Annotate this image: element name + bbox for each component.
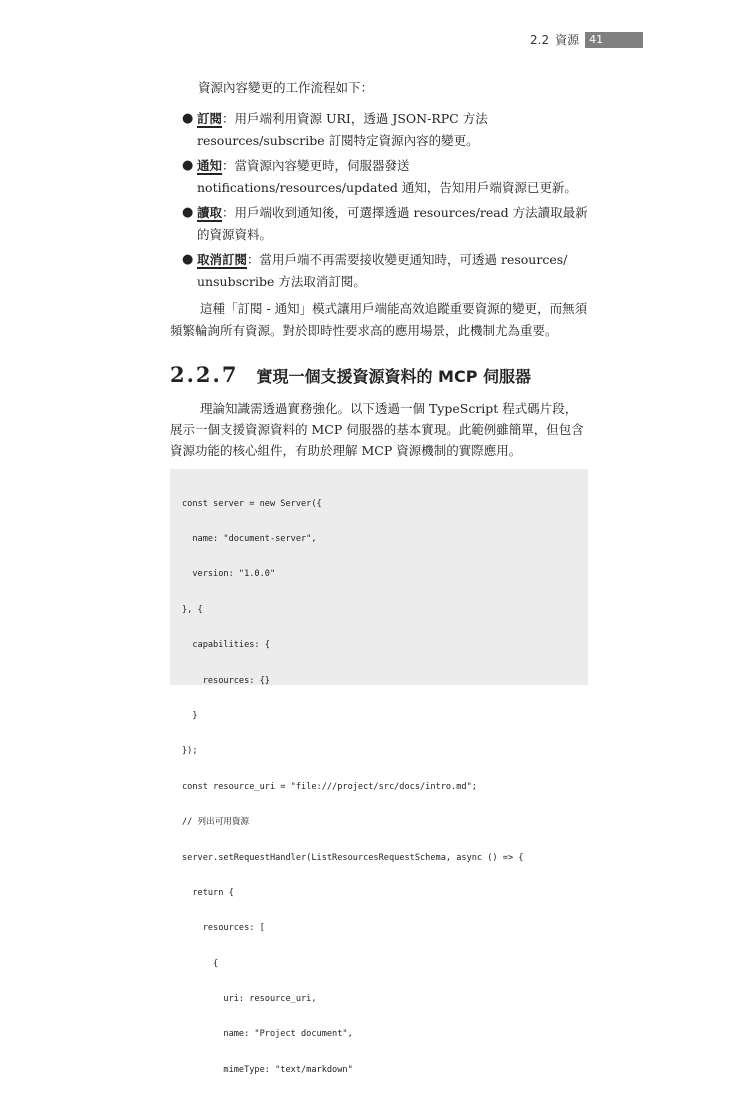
code-line: name: "Project document", xyxy=(182,1029,353,1040)
bullet-icon: ● xyxy=(182,111,194,126)
bullet-text: ：當資源內容變更時，伺服器發送 notifications/resources/updated 通知，告知用戶端資源已更新。 xyxy=(197,158,577,195)
running-header xyxy=(530,31,643,48)
bullet-term: 取消訂閱 xyxy=(197,252,248,267)
header-section-number: 2.2 xyxy=(530,32,550,47)
code-line: const server = new Server({ xyxy=(182,498,322,509)
code-line: resources: [ xyxy=(182,923,265,934)
bullet-icon: ● xyxy=(182,252,194,267)
code-line: }); xyxy=(182,746,198,757)
section-heading xyxy=(170,362,531,387)
summary-paragraph: 這種「訂閱 - 通知」模式讓用戶端能高效追蹤重要資源的變更，而無須頻繁輪詢所有資源。對於即時性要求高的應用場景，此機制尤為重要。 xyxy=(170,301,588,338)
code-line: uri: resource_uri, xyxy=(182,994,317,1005)
bullet-text: ：當用戶端不再需要接收變更通知時，可透過 resources/ unsubscribe 方法取消訂閱。 xyxy=(197,252,568,289)
code-line: return { xyxy=(182,887,234,898)
body-paragraph: 理論知識需透過實務強化。以下透過一個 TypeScript 程式碼片段，展示一個支援資源資料的 MCP 伺服器的基本實現。此範例雖簡單，但包含資源功能的核心組件，有助於理解 MCP 資源機制的實際應用。 xyxy=(170,401,584,458)
code-comment: // 列出可用資源 xyxy=(182,817,250,828)
bullet-text: ：用戶端收到通知後，可選擇透過 resources/read 方法讀取最新的資源資料。 xyxy=(197,205,588,242)
header-chapter-title: 資源 xyxy=(555,33,580,47)
bullet-term: 讀取 xyxy=(197,205,223,220)
list-item xyxy=(170,155,588,199)
code-line: capabilities: { xyxy=(182,640,270,651)
code-line: name: "document-server", xyxy=(182,533,317,544)
code-line: } xyxy=(182,710,198,721)
bullet-term: 通知 xyxy=(197,158,223,173)
code-line: const resource_uri = "file:///project/src/docs/intro.md"; xyxy=(182,781,477,792)
code-block xyxy=(170,469,588,1075)
list-item xyxy=(170,108,588,152)
code-line: mimeType: "text/markdown" xyxy=(182,1064,353,1075)
list-item xyxy=(170,202,588,246)
code-line: server.setRequestHandler(ListResourcesRequestSchema, async () => { xyxy=(182,852,524,863)
section-number: 2.2.7 xyxy=(170,362,239,387)
code-line: { xyxy=(182,958,219,969)
workflow-list xyxy=(170,108,588,296)
bullet-term: 訂閱 xyxy=(197,111,223,126)
intro-paragraph: 資源內容變更的工作流程如下： xyxy=(198,80,374,95)
code-line: version: "1.0.0" xyxy=(182,569,276,580)
code-line: }, { xyxy=(182,604,203,615)
list-item xyxy=(170,249,588,293)
bullet-icon: ● xyxy=(182,158,194,173)
bullet-text: ：用戶端利用資源 URI，透過 JSON-RPC 方法 resources/subscribe 訂閱特定資源內容的變更。 xyxy=(197,111,488,148)
section-title: 實現一個支援資源資料的 MCP 伺服器 xyxy=(256,367,532,386)
page-number: 41 xyxy=(585,32,643,48)
bullet-icon: ● xyxy=(182,205,194,220)
code-line: resources: {} xyxy=(182,675,270,686)
